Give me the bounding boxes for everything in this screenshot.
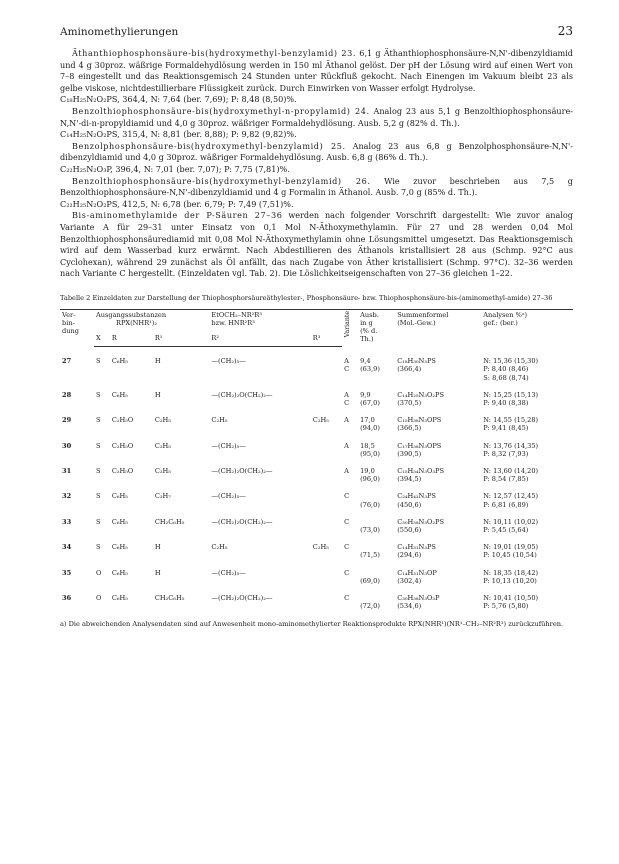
cell-formel: (366,4) xyxy=(397,365,422,374)
cell-r2: —(CH₂)₂O(CH₂)₂— xyxy=(211,594,273,603)
col-ausgang-label: Ausgangssubstanzen xyxy=(96,310,167,319)
table-row xyxy=(60,501,573,509)
cell-r1: C₃H₇ xyxy=(154,492,171,501)
cell-r: C₂H₅O xyxy=(111,416,134,425)
col-r2: R² xyxy=(209,333,310,347)
cell-r3 xyxy=(311,551,342,559)
cell-x xyxy=(94,526,110,534)
cell-r3 xyxy=(311,509,342,526)
cell-ausb xyxy=(358,534,395,551)
cell-formel: (550,6) xyxy=(397,526,422,535)
cell-r xyxy=(110,577,153,585)
table-row xyxy=(60,374,573,382)
cell-r2: —(CH₂)₅— xyxy=(211,568,246,577)
cell-x xyxy=(94,365,110,373)
cell-formel: (534,6) xyxy=(397,602,422,611)
col-r3: R³ xyxy=(311,333,342,347)
paragraph-lead: Äthanthiophosphonsäure-bis(hydroxymethyl-benzylamid) 23. xyxy=(72,48,357,58)
col-summen: Summenformel (Mol.-Gew.) xyxy=(395,309,481,346)
cell-analyse: P: 5,76 (5,80) xyxy=(483,602,529,611)
cell-r2 xyxy=(209,526,310,534)
cell-var xyxy=(342,424,358,432)
cell-r1 xyxy=(153,365,210,373)
page-number: 23 xyxy=(557,24,573,38)
table-row xyxy=(60,433,573,450)
cell-r1: H xyxy=(154,543,161,552)
table-row xyxy=(60,534,573,551)
cell-ausb xyxy=(358,483,395,500)
cell-analyse: N: 19,01 (19,05) xyxy=(483,543,539,552)
cell-analyse: N: 18,35 (18,42) xyxy=(483,568,539,577)
cell-r2 xyxy=(209,450,310,458)
cell-analyse: N: 13,60 (14,20) xyxy=(483,467,539,476)
cell-analyse: N: 10,11 (10,02) xyxy=(483,517,539,526)
body-text xyxy=(60,48,573,280)
cell-r2: —(CH₂)₂O(CH₂)₂— xyxy=(211,467,273,476)
cell-ausb xyxy=(358,374,395,382)
cell-r: C₆H₅ xyxy=(111,492,128,501)
cell-analyse: P: 6,81 (6,89) xyxy=(483,500,529,509)
cell-formel: C₁₄H₃₁N₃OP xyxy=(397,568,437,577)
cell-r xyxy=(110,374,153,382)
table-row xyxy=(60,585,573,602)
cell-r3 xyxy=(311,577,342,585)
cell-var: C xyxy=(344,365,350,374)
cell-formel: C₁₇H₃₈N₃OPS xyxy=(397,441,442,450)
cell-r2 xyxy=(209,551,310,559)
running-header xyxy=(60,24,573,38)
cell-analyse: P: 8,40 (8,46) xyxy=(483,365,529,374)
cell-var xyxy=(342,475,358,483)
cell-x xyxy=(94,602,110,610)
cell-ausb: (69,0) xyxy=(360,576,380,585)
cell-formel: (450,6) xyxy=(397,500,422,509)
cell-formel: C₁₅H₃₈N₃OPS xyxy=(397,416,442,425)
cell-ausb: 18,5 xyxy=(360,441,375,450)
cell-r2: —(CH₂)₅— xyxy=(211,441,246,450)
cell-ausb: (96,0) xyxy=(360,475,380,484)
cell-num xyxy=(60,450,94,458)
cell-r3 xyxy=(311,501,342,509)
cell-r3 xyxy=(311,526,342,534)
cell-r1 xyxy=(153,475,210,483)
cell-ausb xyxy=(358,560,395,577)
cell-num: 36 xyxy=(62,594,72,603)
cell-r2 xyxy=(209,602,310,610)
cell-r2: —(CH₂)₂O(CH₂)₂— xyxy=(211,517,273,526)
cell-r: C₆H₅ xyxy=(111,594,128,603)
cell-num: 34 xyxy=(62,543,72,552)
cell-r2: C₂H₅ xyxy=(211,543,228,552)
paragraph xyxy=(60,210,573,280)
cell-x xyxy=(94,424,110,432)
paragraph xyxy=(60,164,573,176)
cell-analyse: P: 10,13 (10,20) xyxy=(483,576,537,585)
paragraph xyxy=(60,48,573,94)
cell-r1 xyxy=(153,501,210,509)
cell-num xyxy=(60,365,94,373)
cell-r1: CH₂C₆H₅ xyxy=(154,517,185,526)
cell-var: C xyxy=(344,543,350,552)
table-row xyxy=(60,475,573,483)
cell-r1: H xyxy=(154,390,161,399)
cell-formel: (366,5) xyxy=(397,424,422,433)
col-rpx: RPX(NHR¹)₂ xyxy=(116,319,158,328)
paragraph-text: C₂₂H₂₅N₂O₂PS, 412,5, N: 6,78 (ber. 6,79; P: 7,49 (7,51)%. xyxy=(60,198,294,209)
cell-r1 xyxy=(153,399,210,407)
cell-num xyxy=(60,399,94,407)
cell-ausb: (72,0) xyxy=(360,602,380,611)
cell-analyse: S: 8,68 (8,74) xyxy=(483,373,529,382)
cell-num: 33 xyxy=(62,517,72,526)
cell-r1: C₂H₅ xyxy=(154,467,171,476)
table-row xyxy=(60,424,573,432)
cell-num xyxy=(60,475,94,483)
table-row xyxy=(60,483,573,500)
cell-analyse: N: 15,25 (15,13) xyxy=(483,390,539,399)
cell-num: 35 xyxy=(62,568,72,577)
cell-formel: C₁₅H₃₄N₃O₃PS xyxy=(397,467,444,476)
cell-r1: C₂H₅ xyxy=(154,441,171,450)
cell-r3 xyxy=(311,483,342,500)
cell-r xyxy=(110,399,153,407)
cell-x xyxy=(94,399,110,407)
paragraph-lead: Benzolthiophosphonsäure-bis(hydroxymethyl-benzylamid) 26. xyxy=(72,175,371,186)
cell-x: S xyxy=(96,390,101,399)
cell-analyse: P: 5,45 (5,64) xyxy=(483,526,529,535)
paragraph-text: Analog 23 aus 5,1 g Benzolthiophosphonsäure-N,N'-di-n-propyldiamid und 4,0 g 30proz. wäßriger Formaldehydlösung. Ausb. 5,2 g (82% d. Th.). xyxy=(60,105,573,128)
cell-analyse: N: 14,55 (15,28) xyxy=(483,416,539,425)
cell-num xyxy=(60,501,94,509)
cell-r3 xyxy=(311,424,342,432)
cell-r xyxy=(110,602,153,610)
cell-var xyxy=(342,551,358,559)
cell-r1 xyxy=(153,450,210,458)
cell-ausb xyxy=(358,509,395,526)
cell-r3 xyxy=(311,475,342,483)
cell-var xyxy=(342,602,358,610)
paragraph-text: Analog 23 aus 6,8 g Benzolphosphonsäure-N,N'-dibenzyldiamid und 4,0 g 30proz. wäßriger Formaldehydlösung. Ausb. 6,8 g (86% d. Th.). xyxy=(60,140,573,163)
cell-var: A xyxy=(344,390,349,399)
cell-x xyxy=(94,475,110,483)
cell-r xyxy=(110,551,153,559)
cell-r1 xyxy=(153,602,210,610)
paragraph-text: 6,1 g Äthanthiophosphonsäure-N,N'-dibenzyldiamid und 4 g 30proz. wäßrige Formaldehydlösung werden in 150 ml Äthanol gelöst. Der pH der Lösung wird auf einen Wert von 7–8 eingestellt und das Reaktionsgemisch 24 Stunden unter Rückfluß gekocht. Nach Einengen im Vakuum bleibt 23 als gelbe viskose, nichtdestillierbare Flüssigkeit zurück. Durch Einwirken von Wasser erfolgt Hydrolyse. xyxy=(60,48,573,93)
cell-var xyxy=(342,526,358,534)
cell-formel xyxy=(395,374,481,382)
col-verbindung: Ver- bin- dung xyxy=(60,309,94,346)
cell-analyse: N: 10,41 (10,50) xyxy=(483,594,539,603)
cell-r: C₆H₅ xyxy=(111,390,128,399)
cell-r3 xyxy=(311,450,342,458)
cell-r2: —(CH₂)₂O(CH₂)₂— xyxy=(211,390,273,399)
col-ausgang xyxy=(94,309,209,332)
cell-r3 xyxy=(311,382,342,399)
cell-num: 30 xyxy=(62,441,72,450)
cell-r: C₂H₅O xyxy=(111,441,134,450)
cell-num xyxy=(60,424,94,432)
cell-formel: (294,6) xyxy=(397,551,422,560)
cell-formel: (394,5) xyxy=(397,475,422,484)
cell-r xyxy=(110,475,153,483)
cell-ausb: (63,9) xyxy=(360,365,380,374)
cell-var: C xyxy=(344,517,350,526)
cell-r1 xyxy=(153,374,210,382)
table-row xyxy=(60,382,573,399)
cell-num: 28 xyxy=(62,390,72,399)
table-row xyxy=(60,509,573,526)
cell-formel: (370,5) xyxy=(397,399,422,407)
cell-x xyxy=(94,450,110,458)
cell-r3 xyxy=(311,458,342,475)
cell-r2 xyxy=(209,501,310,509)
cell-var xyxy=(342,374,358,382)
cell-r1 xyxy=(153,551,210,559)
cell-r2 xyxy=(209,475,310,483)
cell-r3 xyxy=(311,347,342,366)
cell-x xyxy=(94,551,110,559)
cell-r xyxy=(110,450,153,458)
cell-x: S xyxy=(96,517,101,526)
cell-var: A xyxy=(344,356,349,365)
paragraph-text: C₁₄H₂₅N₂O₂PS, 315,4, N: 8,81 (ber. 8,88); P: 9,82 (9,82)%. xyxy=(60,129,297,140)
paragraph-lead: Benzolthiophosphonsäure-bis(hydroxymethyl-n-propylamid) 24. xyxy=(72,105,370,116)
col-variante xyxy=(342,309,358,346)
cell-analyse: P: 9,40 (8,38) xyxy=(483,399,529,407)
cell-r2 xyxy=(209,365,310,373)
cell-analyse: N: 15,36 (15,30) xyxy=(483,356,539,365)
cell-r1: C₂H₅ xyxy=(154,416,171,425)
cell-formel: C₂₄H₄₃N₃PS xyxy=(397,492,436,501)
table-row xyxy=(60,450,573,458)
cell-x xyxy=(94,374,110,382)
cell-r3 xyxy=(311,585,342,602)
paragraph-text: C₁₈H₂₅N₂O₂PS, 364,4, N: 7,64 (ber. 7,69); P: 8,48 (8,50)%. xyxy=(60,94,297,105)
col-ausb: Ausb. in g (% d. Th.) xyxy=(358,309,395,346)
cell-var: A xyxy=(344,467,349,476)
cell-analyse: N: 13,76 (14,35) xyxy=(483,441,539,450)
paragraph xyxy=(60,106,573,129)
cell-r3 xyxy=(311,602,342,610)
cell-r2 xyxy=(209,399,310,407)
cell-ausb xyxy=(358,585,395,602)
cell-x: O xyxy=(96,568,102,577)
cell-num xyxy=(60,602,94,610)
col-r: R xyxy=(110,333,153,347)
cell-x: S xyxy=(96,357,101,366)
paragraph xyxy=(60,94,573,106)
table-row xyxy=(60,577,573,585)
cell-var xyxy=(342,450,358,458)
cell-r xyxy=(110,501,153,509)
cell-formel: C₃₀H₃₈N₃O₂PS xyxy=(397,517,444,526)
cell-formel: (390,5) xyxy=(397,449,422,458)
cell-r2: C₂H₅ xyxy=(211,416,228,425)
cell-analyse: P: 8,32 (7,93) xyxy=(483,449,529,458)
col-variante-label: Variante xyxy=(344,310,352,338)
cell-r2: —(CH₂)₅— xyxy=(211,492,246,501)
cell-r3 xyxy=(311,365,342,373)
cell-r3 xyxy=(311,433,342,450)
cell-ausb: 17,0 xyxy=(360,416,375,425)
cell-r: C₆H₅ xyxy=(111,568,128,577)
cell-ausb: (76,0) xyxy=(360,500,380,509)
table-body xyxy=(60,347,573,611)
cell-ausb: 19,0 xyxy=(360,467,375,476)
cell-var xyxy=(342,501,358,509)
cell-analyse: P: 9,41 (8,45) xyxy=(483,424,529,433)
cell-ausb: (95,0) xyxy=(360,449,380,458)
cell-r xyxy=(110,365,153,373)
cell-r: C₆H₅ xyxy=(111,357,128,366)
paragraph xyxy=(60,141,573,164)
cell-num: 29 xyxy=(62,416,72,425)
cell-analyse: P: 10,45 (10,54) xyxy=(483,551,537,560)
cell-r1 xyxy=(153,424,210,432)
col-etoch: EtOCH₂–NR²R³ bzw. HNR²R³ xyxy=(209,309,342,332)
cell-r3 xyxy=(311,399,342,407)
cell-num: 32 xyxy=(62,492,72,501)
table-caption: Tabelle 2 Einzeldaten zur Darstellung der Thiophosphorsäureäthylester-, Phosphonsäure- bzw. Thiophosphonsäure-bis-(aminomethyl-amide) 27–36 xyxy=(60,293,553,302)
cell-var: C xyxy=(344,568,350,577)
cell-analyse: N: 12,57 (12,45) xyxy=(483,492,539,501)
cell-r xyxy=(110,424,153,432)
cell-r2 xyxy=(209,424,310,432)
cell-num xyxy=(60,577,94,585)
running-title: Aminomethylierungen xyxy=(60,26,179,38)
cell-r xyxy=(110,526,153,534)
cell-ausb: 9,9 xyxy=(360,390,371,399)
cell-x: S xyxy=(96,543,101,552)
cell-r: C₆H₅ xyxy=(111,517,128,526)
cell-r2 xyxy=(209,374,310,382)
cell-r: C₂H₅O xyxy=(111,467,134,476)
cell-x: O xyxy=(96,594,102,603)
cell-r1 xyxy=(153,526,210,534)
cell-ausb: (73,0) xyxy=(360,526,380,535)
cell-x: S xyxy=(96,492,101,501)
col-x: X xyxy=(94,333,110,347)
paragraph-lead: Benzolphosphonsäure-bis(hydroxymethyl-benzylamid) 25. xyxy=(72,140,346,151)
paragraph-text: C₂₂H₂₅N₂O₃P, 396,4, N: 7,01 (ber. 7,07); P: 7,75 (7,81)%. xyxy=(60,163,290,174)
cell-num: 27 xyxy=(62,356,72,365)
cell-var xyxy=(342,577,358,585)
cell-var: A xyxy=(344,416,349,425)
paragraph-text: werden nach folgender Vorschrift dargestellt: Wie zuvor analog Variante A für 29–31 unter Einsatz von 0,1 Mol N-Äthoxymethylamin. Für 27 und 28 werden 0,04 Mol Benzolthiophosphonsäurediamid mit 0,08 Mol N-Äthoxymethylamin ohne Lösungsmittel umgesetzt. Das Reaktionsgemisch wird auf dem Wasserbad kurz erwärmt. Nach Abdestillieren des Äthanols kristallisiert 28 aus (Schmp. 92°C aus Cyclohexan), während 29 zunächst als Öl anfällt, das nach Zugabe von Äther kristallisiert (Schmp. 97°C). 32–36 werden nach Variante C hergestellt. (Einzeldaten vgl. Tab. 2). Die Löslichkeitseigenschaften von 27–36 gleichen 1–22. xyxy=(60,210,573,279)
table-row xyxy=(60,347,573,366)
cell-x: S xyxy=(96,441,101,450)
cell-formel: C₁₄H₃₁N₃PS xyxy=(397,543,436,552)
cell-ausb: (67,0) xyxy=(360,399,380,407)
table-row xyxy=(60,526,573,534)
table-row xyxy=(60,458,573,475)
cell-r1 xyxy=(153,577,210,585)
cell-analyse: P: 8,54 (7,85) xyxy=(483,475,529,484)
cell-ausb: 9,4 xyxy=(360,356,371,365)
table-row xyxy=(60,407,573,424)
paragraph-text: Wie zuvor beschrieben aus 7,5 g Benzolthiophosphonsäure-N,N'-dibenzyldiamid und 4 g Formalin in Äthanol. Ausb. 7,0 g (85% d. Th.). xyxy=(60,175,573,198)
table-row xyxy=(60,560,573,577)
cell-num xyxy=(60,374,94,382)
cell-formel: C₁₈H₃₀N₃PS xyxy=(397,356,436,365)
cell-x xyxy=(94,501,110,509)
table-row xyxy=(60,551,573,559)
cell-r3: C₂H₅ xyxy=(312,543,329,552)
cell-r3 xyxy=(311,374,342,382)
cell-r: C₆H₅ xyxy=(111,543,128,552)
cell-var: C xyxy=(344,594,350,603)
cell-r1: CH₂C₆H₅ xyxy=(154,594,185,603)
paragraph xyxy=(60,199,573,211)
table-row xyxy=(60,602,573,610)
cell-formel: (302,4) xyxy=(397,576,422,585)
col-analysen: Analysen %ᵃ) gef.: (ber.) xyxy=(481,309,573,346)
col-r1: R¹ xyxy=(153,333,210,347)
table-row xyxy=(60,365,573,373)
cell-formel: C₁₄H₂₅N₃O₂PS xyxy=(397,390,444,399)
cell-r3: C₂H₅ xyxy=(312,416,329,425)
cell-var: C xyxy=(344,399,350,407)
cell-num xyxy=(60,551,94,559)
cell-r3 xyxy=(311,560,342,577)
table-footnote: a) Die abweichenden Analysendaten sind auf Anwesenheit mono-aminomethylierter Reaktionsprodukte RPX(NHR¹)(NR¹–CH₂–NR²R³) zurückzuführen. xyxy=(60,620,564,629)
cell-x: S xyxy=(96,416,101,425)
cell-var: A xyxy=(344,441,349,450)
cell-r1: H xyxy=(154,568,161,577)
cell-num: 31 xyxy=(62,467,72,476)
data-table xyxy=(60,309,573,611)
table-row xyxy=(60,399,573,407)
cell-r2: —(CH₂)₅— xyxy=(211,357,246,366)
paragraph xyxy=(60,129,573,141)
paragraph-lead: Bis-aminomethylamide der P-Säuren 27–36 xyxy=(72,210,283,221)
paragraph xyxy=(60,176,573,199)
cell-r1: H xyxy=(154,357,161,366)
cell-r2 xyxy=(209,577,310,585)
cell-formel: C₃₀H₃₈N₃O₃P xyxy=(397,594,440,603)
cell-var: C xyxy=(344,492,350,501)
cell-ausb: (94,0) xyxy=(360,424,380,433)
cell-num xyxy=(60,526,94,534)
cell-x xyxy=(94,577,110,585)
cell-ausb: (71,5) xyxy=(360,551,380,560)
cell-x: S xyxy=(96,467,101,476)
